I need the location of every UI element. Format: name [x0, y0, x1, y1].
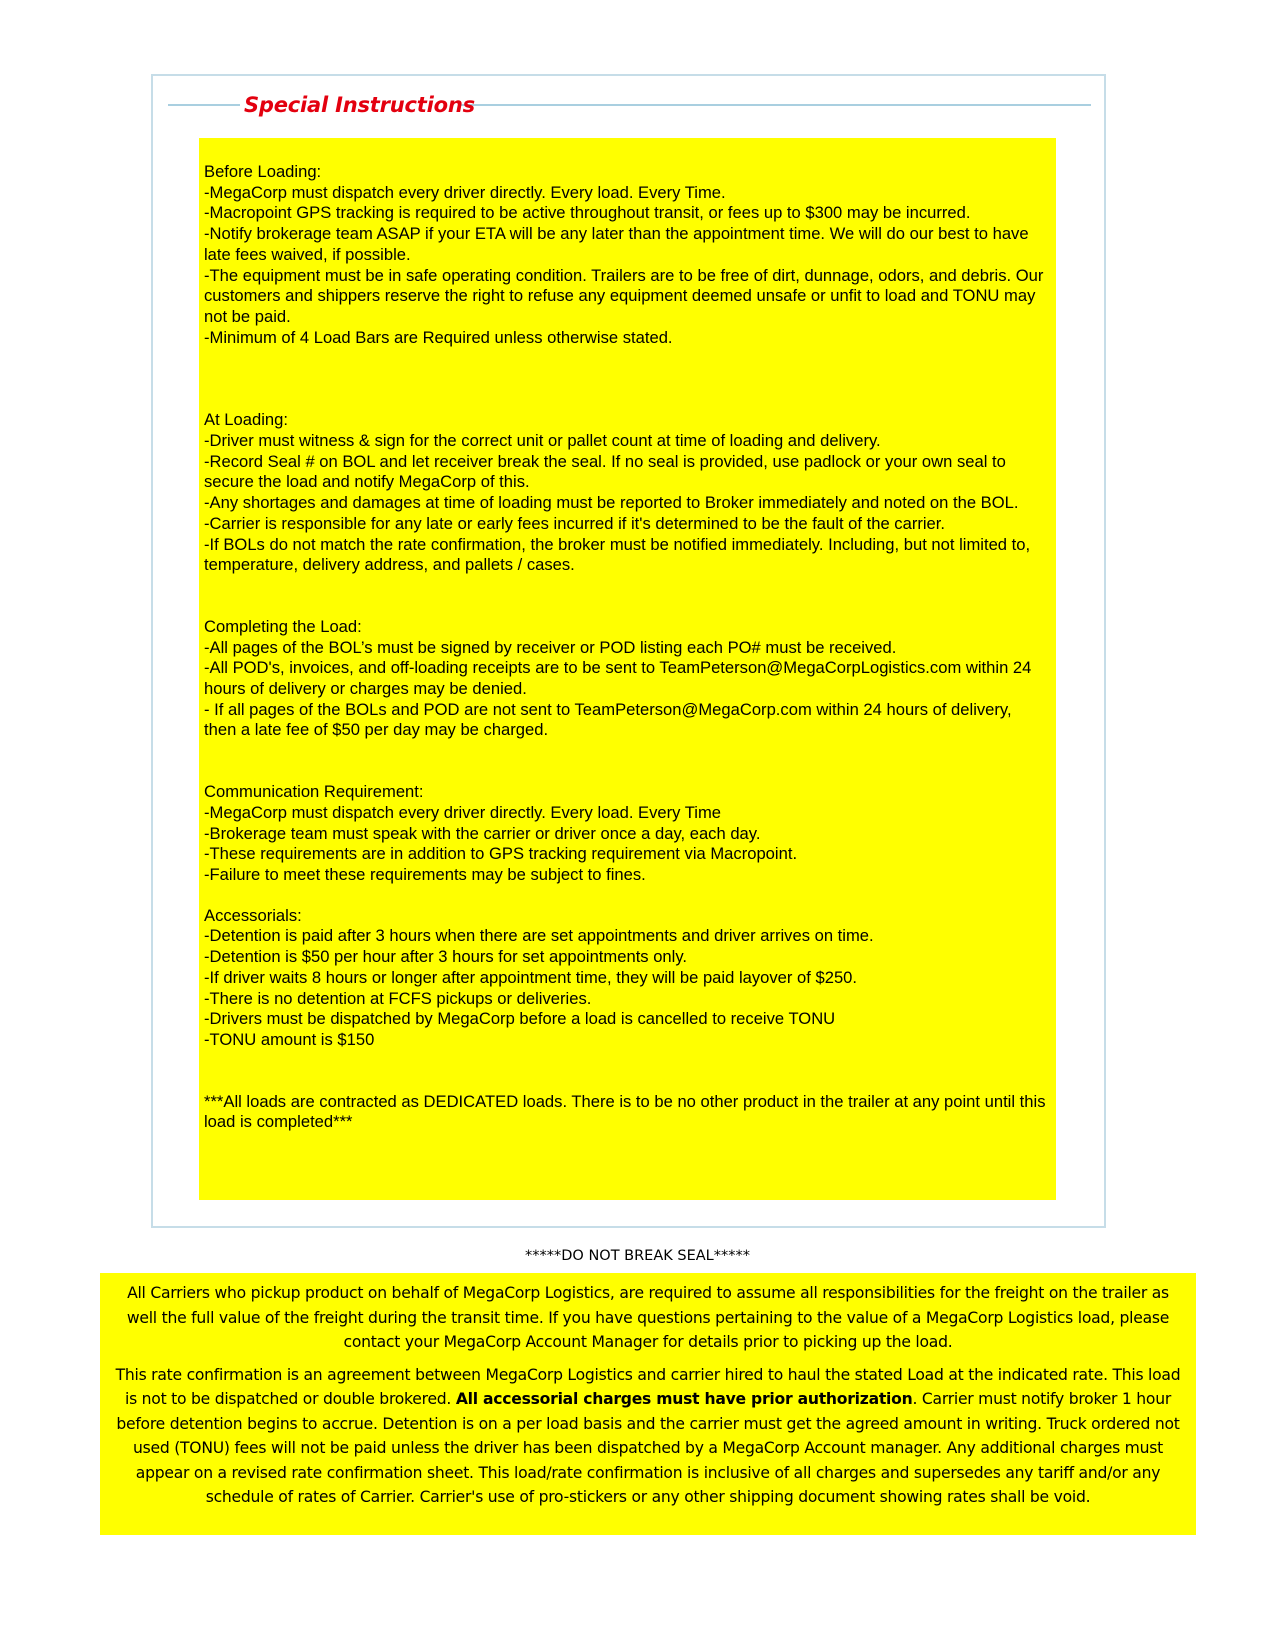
instruction-line: -MegaCorp must dispatch every driver directly. Every load. Every Time — [204, 802, 722, 822]
instruction-line: -Carrier is responsible for any late or early fees incurred if it's determined to be the fault of the carrier. — [204, 513, 946, 533]
instruction-line: -Minimum of 4 Load Bars are Required unless otherwise stated. — [204, 327, 673, 347]
instruction-line: -TONU amount is $150 — [204, 1029, 375, 1049]
title-rule-left — [168, 104, 240, 106]
section-heading: Accessorials: — [204, 905, 302, 925]
instruction-line: -Detention is paid after 3 hours when there are set appointments and driver arrives on time. — [204, 926, 874, 946]
section-heading: At Loading: — [204, 410, 288, 430]
instruction-line: -There is no detention at FCFS pickups or deliveries. — [204, 988, 592, 1008]
instruction-line: -Any shortages and damages at time of loading must be reported to Broker immediately and noted on the BOL. — [204, 493, 1019, 513]
terms-text: . Carrier must notify broker 1 hour before detention begins to accrue. Detention is on a per load basis and the carrier must get the agreed amount in writing. Truck ordered not used (TONU) fees will not be paid unless the driver has been dispatched by a MegaCorp Account manager. Any additional charges must appear on a revised rate confirmation sheet. This load/rate confirmation is inclusive of all charges and supersedes any tariff and/or any schedule of rates of Carrier. Carrier's use of pro-stickers or any other shipping document showing rates shall be void. — [116, 1390, 1180, 1506]
title-rule-right — [459, 104, 1091, 106]
instruction-line: -Failure to meet these requirements may be subject to fines. — [204, 864, 646, 884]
section-heading: Communication Requirement: — [204, 782, 424, 802]
terms-text: This rate confirmation is an agreement between MegaCorp Logistics and carrier hired to haul the stated Load at the indicated rate. This load is not to be dispatched or double brokered. — [115, 1365, 1181, 1408]
instruction-line: -All POD's, invoices, and off-loading receipts are to be sent to TeamPeterson@MegaCorpLogistics.com within 24 hours of delivery or charges may be denied. — [204, 658, 1032, 699]
terms-paragraph-2 — [114, 1363, 1182, 1510]
instruction-line: -These requirements are in addition to GPS tracking requirement via Macropoint. — [204, 844, 798, 864]
instruction-line: -If driver waits 8 hours or longer after appointment time, they will be paid layover of $250. — [204, 967, 858, 987]
instruction-line: - If all pages of the BOLs and POD are not sent to TeamPeterson@MegaCorp.com within 24 hours of delivery, then a late fee of $50 per day may be charged. — [204, 699, 1012, 740]
dedicated-note-section — [204, 1092, 1048, 1133]
at-loading-section — [204, 410, 1048, 576]
completing-section — [204, 617, 1048, 741]
instruction-line: -Notify brokerage team ASAP if your ETA will be any later than the appointment time. We will do our best to have late fees waived, if possible. — [204, 224, 1029, 264]
instruction-line: -Brokerage team must speak with the carrier or driver once a day, each day. — [204, 823, 761, 843]
section-heading: Before Loading: — [204, 162, 322, 181]
instruction-line: -MegaCorp must dispatch every driver directly. Every load. Every Time. — [204, 182, 726, 202]
instruction-line: -Record Seal # on BOL and let receiver break the seal. If no seal is provided, use padlock or your own seal to secure the load and notify MegaCorp of this. — [204, 451, 1006, 492]
seal-notice: *****DO NOT BREAK SEAL***** — [525, 1248, 750, 1264]
dedicated-note: ***All loads are contracted as DEDICATED loads. There is to be no other product in the trailer at any point until this load is completed*** — [204, 1091, 1046, 1132]
instruction-line: -If BOLs do not match the rate confirmation, the broker must be notified immediately. Including, but not limited to, temperature, delivery address, and pallets / cases. — [204, 534, 1031, 575]
instruction-line: -All pages of the BOL’s must be signed by receiver or POD listing each PO# must be received. — [204, 637, 897, 657]
section-title: Special Instructions — [244, 93, 475, 117]
accessorials-section — [204, 906, 1048, 1051]
instruction-line: -Driver must witness & sign for the correct unit or pallet count at time of loading and delivery. — [204, 431, 881, 451]
instruction-line: -The equipment must be in safe operating condition. Trailers are to be free of dirt, dunnage, odors, and debris. Our customers and shippers reserve the right to refuse any equipment deemed unsafe or unfit to load and TONU may not be paid. — [204, 265, 1044, 326]
terms-bold-text: All accessorial charges must have prior authorization — [455, 1390, 913, 1408]
terms-paragraph-1: All Carriers who pickup product on behalf of MegaCorp Logistics, are required to assume all responsibilities for the freight on the trailer as well the full value of the freight during the transit time. If you have questions pertaining to the value of a MegaCorp Logistics load, please contact your MegaCorp Account Manager for details prior to picking up the load. — [126, 1284, 1170, 1351]
instructions-box — [199, 138, 1056, 1200]
instruction-line: -Detention is $50 per hour after 3 hours for set appointments only. — [204, 947, 688, 967]
before-loading-section — [204, 162, 1048, 348]
terms-box — [100, 1273, 1196, 1535]
instruction-line: -Drivers must be dispatched by MegaCorp before a load is cancelled to receive TONU — [204, 1009, 836, 1029]
communication-section — [204, 782, 1048, 886]
instruction-line: -Macropoint GPS tracking is required to be active throughout transit, or fees up to $300 may be incurred. — [204, 203, 971, 223]
section-heading: Completing the Load: — [204, 616, 362, 636]
